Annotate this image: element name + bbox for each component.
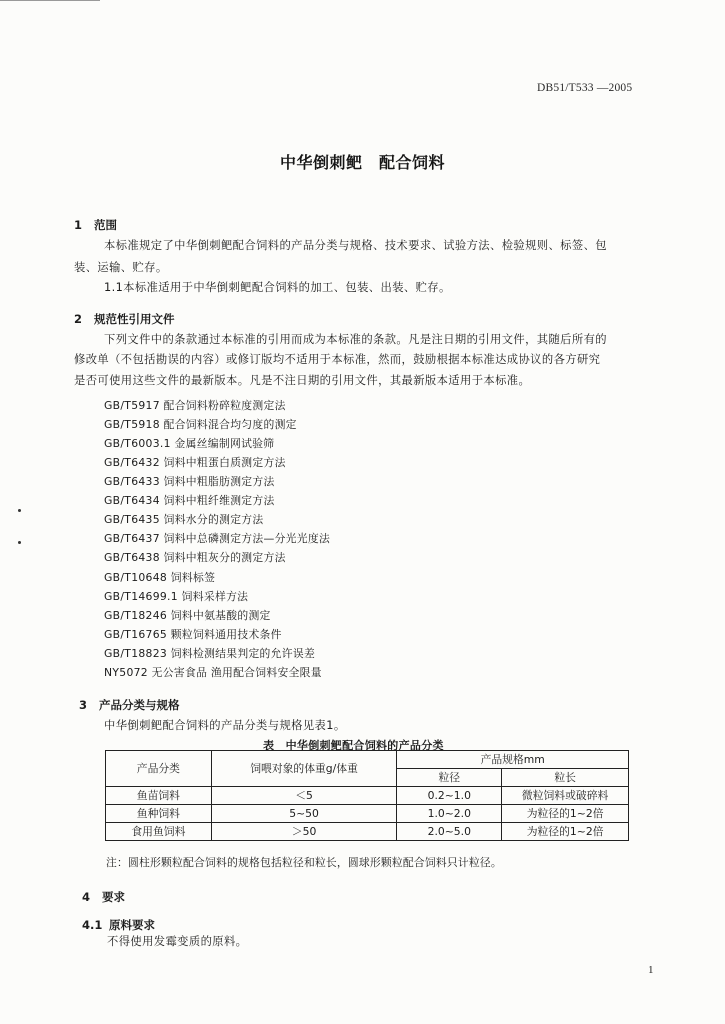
cell-weight: ＜5: [211, 787, 397, 805]
reference-item: GB/T18823 饲料检测结果判定的允许误差: [104, 647, 316, 660]
reference-item: GB/T5918 配合饲料混合均匀度的测定: [104, 418, 297, 431]
scope-line-1: 本标准规定了中华倒刺鲃配合饲料的产品分类与规格、技术要求、试验方法、检验规则、标签、包: [104, 239, 607, 252]
section-3-heading: [79, 697, 180, 713]
reference-item: GB/T10648 饲料标签: [104, 571, 216, 584]
reference-item: GB/T6433 饲料中粗脂肪测定方法: [104, 475, 275, 488]
reference-item: GB/T6432 饲料中粗蛋白质测定方法: [104, 456, 286, 469]
cell-length: 为粒径的1~2倍: [502, 805, 629, 823]
cell-length: 微粒饲料或破碎料: [502, 787, 629, 805]
section-title: 规范性引用文件: [94, 312, 175, 326]
header-weight: 饲喂对象的体重g/体重: [211, 751, 397, 787]
table-header-row: [106, 751, 629, 769]
cell-weight: ＞50: [211, 823, 397, 841]
table-note: 注：圆柱形颗粒配合饲料的规格包括粒径和粒长，圆球形颗粒配合饲料只计粒径。: [106, 856, 502, 869]
scan-mark: [18, 541, 21, 544]
cell-diameter: 2.0~5.0: [397, 823, 502, 841]
reference-item: GB/T5917 配合饲料粉碎粒度测定法: [104, 399, 286, 412]
cell-category: 鱼苗饲料: [106, 787, 212, 805]
table-row: [106, 805, 629, 823]
section-number: 4: [82, 890, 91, 904]
normative-line-2: 修改单（不包括勘误的内容）或修订版均不适用于本标准，然而，鼓励根据本标准达成协议的各方研究: [74, 353, 601, 366]
cell-diameter: 1.0~2.0: [397, 805, 502, 823]
reference-item: GB/T6434 饲料中粗纤维测定方法: [104, 494, 275, 507]
section-number: 3: [79, 698, 88, 712]
section-title: 产品分类与规格: [99, 698, 180, 712]
reference-item: GB/T18246 饲料中氨基酸的测定: [104, 609, 271, 622]
reference-item: GB/T6435 饲料水分的测定方法: [104, 513, 264, 526]
reference-item: GB/T6003.1 金属丝编制网试验筛: [104, 437, 275, 450]
section-number: 1: [74, 218, 83, 232]
reference-item: GB/T6438 饲料中粗灰分的测定方法: [104, 551, 286, 564]
cell-category: 鱼种饲料: [106, 805, 212, 823]
section-number: 2: [74, 312, 83, 326]
section-4-heading: [82, 889, 125, 905]
header-category: 产品分类: [106, 751, 212, 787]
subsection-4-1-heading: [82, 917, 155, 933]
header-diameter: 粒径: [397, 769, 502, 787]
scan-mark: [18, 509, 21, 512]
section-2-heading: [74, 311, 175, 327]
product-spec-table: [105, 750, 629, 841]
section-title: 范围: [94, 218, 117, 232]
page-number: 1: [648, 964, 654, 976]
section-1-heading: [74, 217, 117, 233]
normative-line-1: 下列文件中的条款通过本标准的引用而成为本标准的条款。凡是注日期的引用文件，其随后所有的: [104, 333, 607, 346]
reference-item: GB/T14699.1 饲料采样方法: [104, 590, 249, 603]
header-spec: 产品规格mm: [397, 751, 629, 769]
top-edge-line: [0, 0, 100, 1]
reference-item: NY5072 无公害食品 渔用配合饲料安全限量: [104, 666, 322, 679]
table-row: [106, 787, 629, 805]
cell-diameter: 0.2~1.0: [397, 787, 502, 805]
document-title: 中华倒刺鲃 配合饲料: [279, 153, 445, 172]
reference-item: GB/T6437 饲料中总磷测定方法—分光光度法: [104, 532, 331, 545]
standard-code: DB51/T533 —2005: [537, 82, 633, 94]
header-length: 粒长: [502, 769, 629, 787]
cell-weight: 5~50: [211, 805, 397, 823]
reference-item: GB/T16765 颗粒饲料通用技术条件: [104, 628, 282, 641]
raw-material-text: 不得使用发霉变质的原料。: [107, 935, 248, 948]
subsection-number: 4.1: [82, 918, 103, 932]
scope-line-2: 装、运输、贮存。: [74, 261, 168, 274]
cell-category: 食用鱼饲料: [106, 823, 212, 841]
classification-intro: 中华倒刺鲃配合饲料的产品分类与规格见表1。: [104, 719, 346, 732]
cell-length: 为粒径的1~2倍: [502, 823, 629, 841]
table-row: [106, 823, 629, 841]
subsection-title: 原料要求: [109, 918, 155, 932]
table-caption: 表 中华倒刺鲃配合饲料的产品分类: [263, 739, 444, 752]
scope-line-3: 1.1本标准适用于中华倒刺鲃配合饲料的加工、包装、出装、贮存。: [104, 281, 451, 294]
section-title: 要求: [102, 890, 125, 904]
normative-line-3: 是否可使用这些文件的最新版本。凡是不注日期的引用文件，其最新版本适用于本标准。: [74, 374, 531, 387]
